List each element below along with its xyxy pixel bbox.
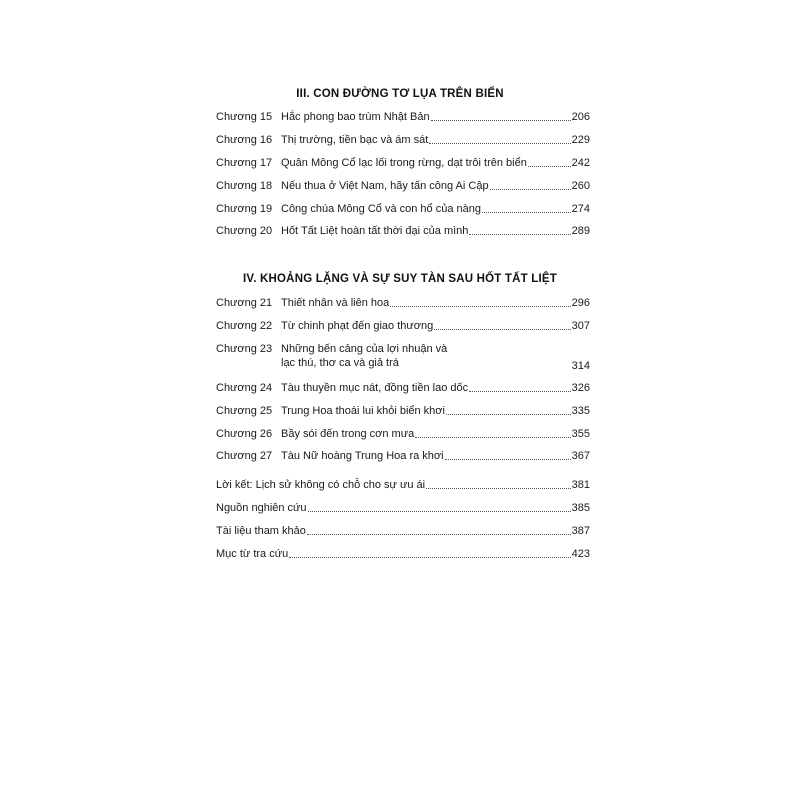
page-number: 206	[571, 111, 590, 123]
entry-title: Lời kết: Lịch sử không có chỗ cho sự ưu ái	[216, 479, 426, 491]
toc-entry-ch19	[216, 202, 590, 220]
leader-dots	[289, 557, 570, 558]
leader-dots	[469, 391, 571, 392]
page-number: 229	[571, 134, 590, 146]
chapter-label: Chương 15	[216, 111, 273, 123]
toc-entry-ch23	[216, 342, 590, 376]
chapter-title: Tàu Nữ hoàng Trung Hoa ra khơi	[281, 450, 444, 462]
leader-dots	[307, 534, 571, 535]
chapter-title: Thị trường, tiền bạc và ám sát	[281, 134, 429, 146]
page-number: 326	[571, 382, 590, 394]
toc-entry-ch26	[216, 427, 590, 445]
toc-entry-ch20	[216, 224, 590, 242]
toc-entry-index	[216, 547, 590, 565]
chapter-label: Chương 19	[216, 203, 273, 215]
toc-entry-ch16	[216, 133, 590, 151]
toc-entry-ch17	[216, 156, 590, 174]
chapter-title: Thiết nhân và liên hoa	[281, 297, 390, 309]
chapter-title: Hắc phong bao trùm Nhật Bản	[281, 111, 430, 123]
chapter-label: Chương 22	[216, 320, 273, 332]
chapter-label: Chương 16	[216, 134, 273, 146]
chapter-title: Hốt Tất Liệt hoàn tất thời đại của mình	[281, 225, 469, 237]
toc-entry-ch27	[216, 449, 590, 467]
chapter-label: Chương 26	[216, 428, 273, 440]
chapter-title: Nếu thua ở Việt Nam, hãy tấn công Ai Cập	[281, 180, 489, 192]
leader-dots	[446, 414, 571, 415]
entry-title: Tài liệu tham khảo	[216, 525, 306, 537]
leader-dots	[429, 143, 570, 144]
toc-entry-ch15	[216, 110, 590, 128]
chapter-label: Chương 20	[216, 225, 273, 237]
page-number: 289	[571, 225, 590, 237]
page-number: 307	[571, 320, 590, 332]
entry-title: Mục từ tra cứu	[216, 548, 289, 560]
chapter-title: Bầy sói đến trong cơn mưa	[281, 428, 415, 440]
toc-entry-ch25	[216, 404, 590, 422]
entry-title: Nguồn nghiên cứu	[216, 502, 307, 514]
page-number: 423	[571, 548, 590, 560]
leader-dots	[482, 212, 571, 213]
page-number: 381	[571, 479, 590, 491]
chapter-label: Chương 17	[216, 157, 273, 169]
chapter-title: Những bến cảng của lợi nhuận và	[281, 343, 448, 355]
section-heading-iv: IV. KHOẢNG LẶNG VÀ SỰ SUY TÀN SAU HỐT TẤT LIỆT	[243, 273, 557, 285]
toc-entry-ch18	[216, 179, 590, 197]
toc-entry-ch24	[216, 381, 590, 399]
page-number: 242	[571, 157, 590, 169]
toc-entry-sources	[216, 501, 590, 519]
leader-dots	[426, 488, 571, 489]
page-number: 355	[571, 428, 590, 440]
chapter-title: Từ chinh phạt đến giao thương	[281, 320, 434, 332]
chapter-title: Quân Mông Cổ lạc lối trong rừng, dạt trôi trên biển	[281, 157, 527, 169]
page-number: 387	[571, 525, 590, 537]
toc-entry-references	[216, 524, 590, 542]
chapter-label: Chương 18	[216, 180, 273, 192]
leader-dots	[431, 120, 571, 121]
chapter-title: Công chúa Mông Cổ và con hổ của nàng	[281, 203, 481, 215]
page-number: 367	[571, 450, 590, 462]
leader-dots	[490, 189, 571, 190]
chapter-title-line2: lạc thú, thơ ca và giả trá	[281, 357, 399, 369]
section-heading-iii: III. CON ĐƯỜNG TƠ LỤA TRÊN BIỂN	[296, 88, 504, 100]
page-number: 335	[571, 405, 590, 417]
leader-dots	[415, 437, 570, 438]
chapter-label: Chương 23	[216, 343, 273, 355]
chapter-title: Tàu thuyền mục nát, đồng tiền lao dốc	[281, 382, 469, 394]
chapter-label: Chương 25	[216, 405, 273, 417]
leader-dots	[390, 306, 570, 307]
chapter-label: Chương 27	[216, 450, 273, 462]
toc-entry-epilogue	[216, 478, 590, 496]
page-number: 296	[571, 297, 590, 309]
page-number: 274	[571, 203, 590, 215]
leader-dots	[308, 511, 571, 512]
chapter-label: Chương 24	[216, 382, 273, 394]
chapter-title: Trung Hoa thoái lui khỏi biển khơi	[281, 405, 445, 417]
toc-entry-ch22	[216, 319, 590, 337]
leader-dots	[469, 234, 570, 235]
page-number: 385	[571, 502, 590, 514]
leader-dots	[434, 329, 570, 330]
chapter-label: Chương 21	[216, 297, 273, 309]
toc-entry-ch21	[216, 296, 590, 314]
leader-dots	[445, 459, 571, 460]
page-number: 260	[571, 180, 590, 192]
page-number: 314	[571, 360, 590, 372]
leader-dots	[528, 166, 571, 167]
